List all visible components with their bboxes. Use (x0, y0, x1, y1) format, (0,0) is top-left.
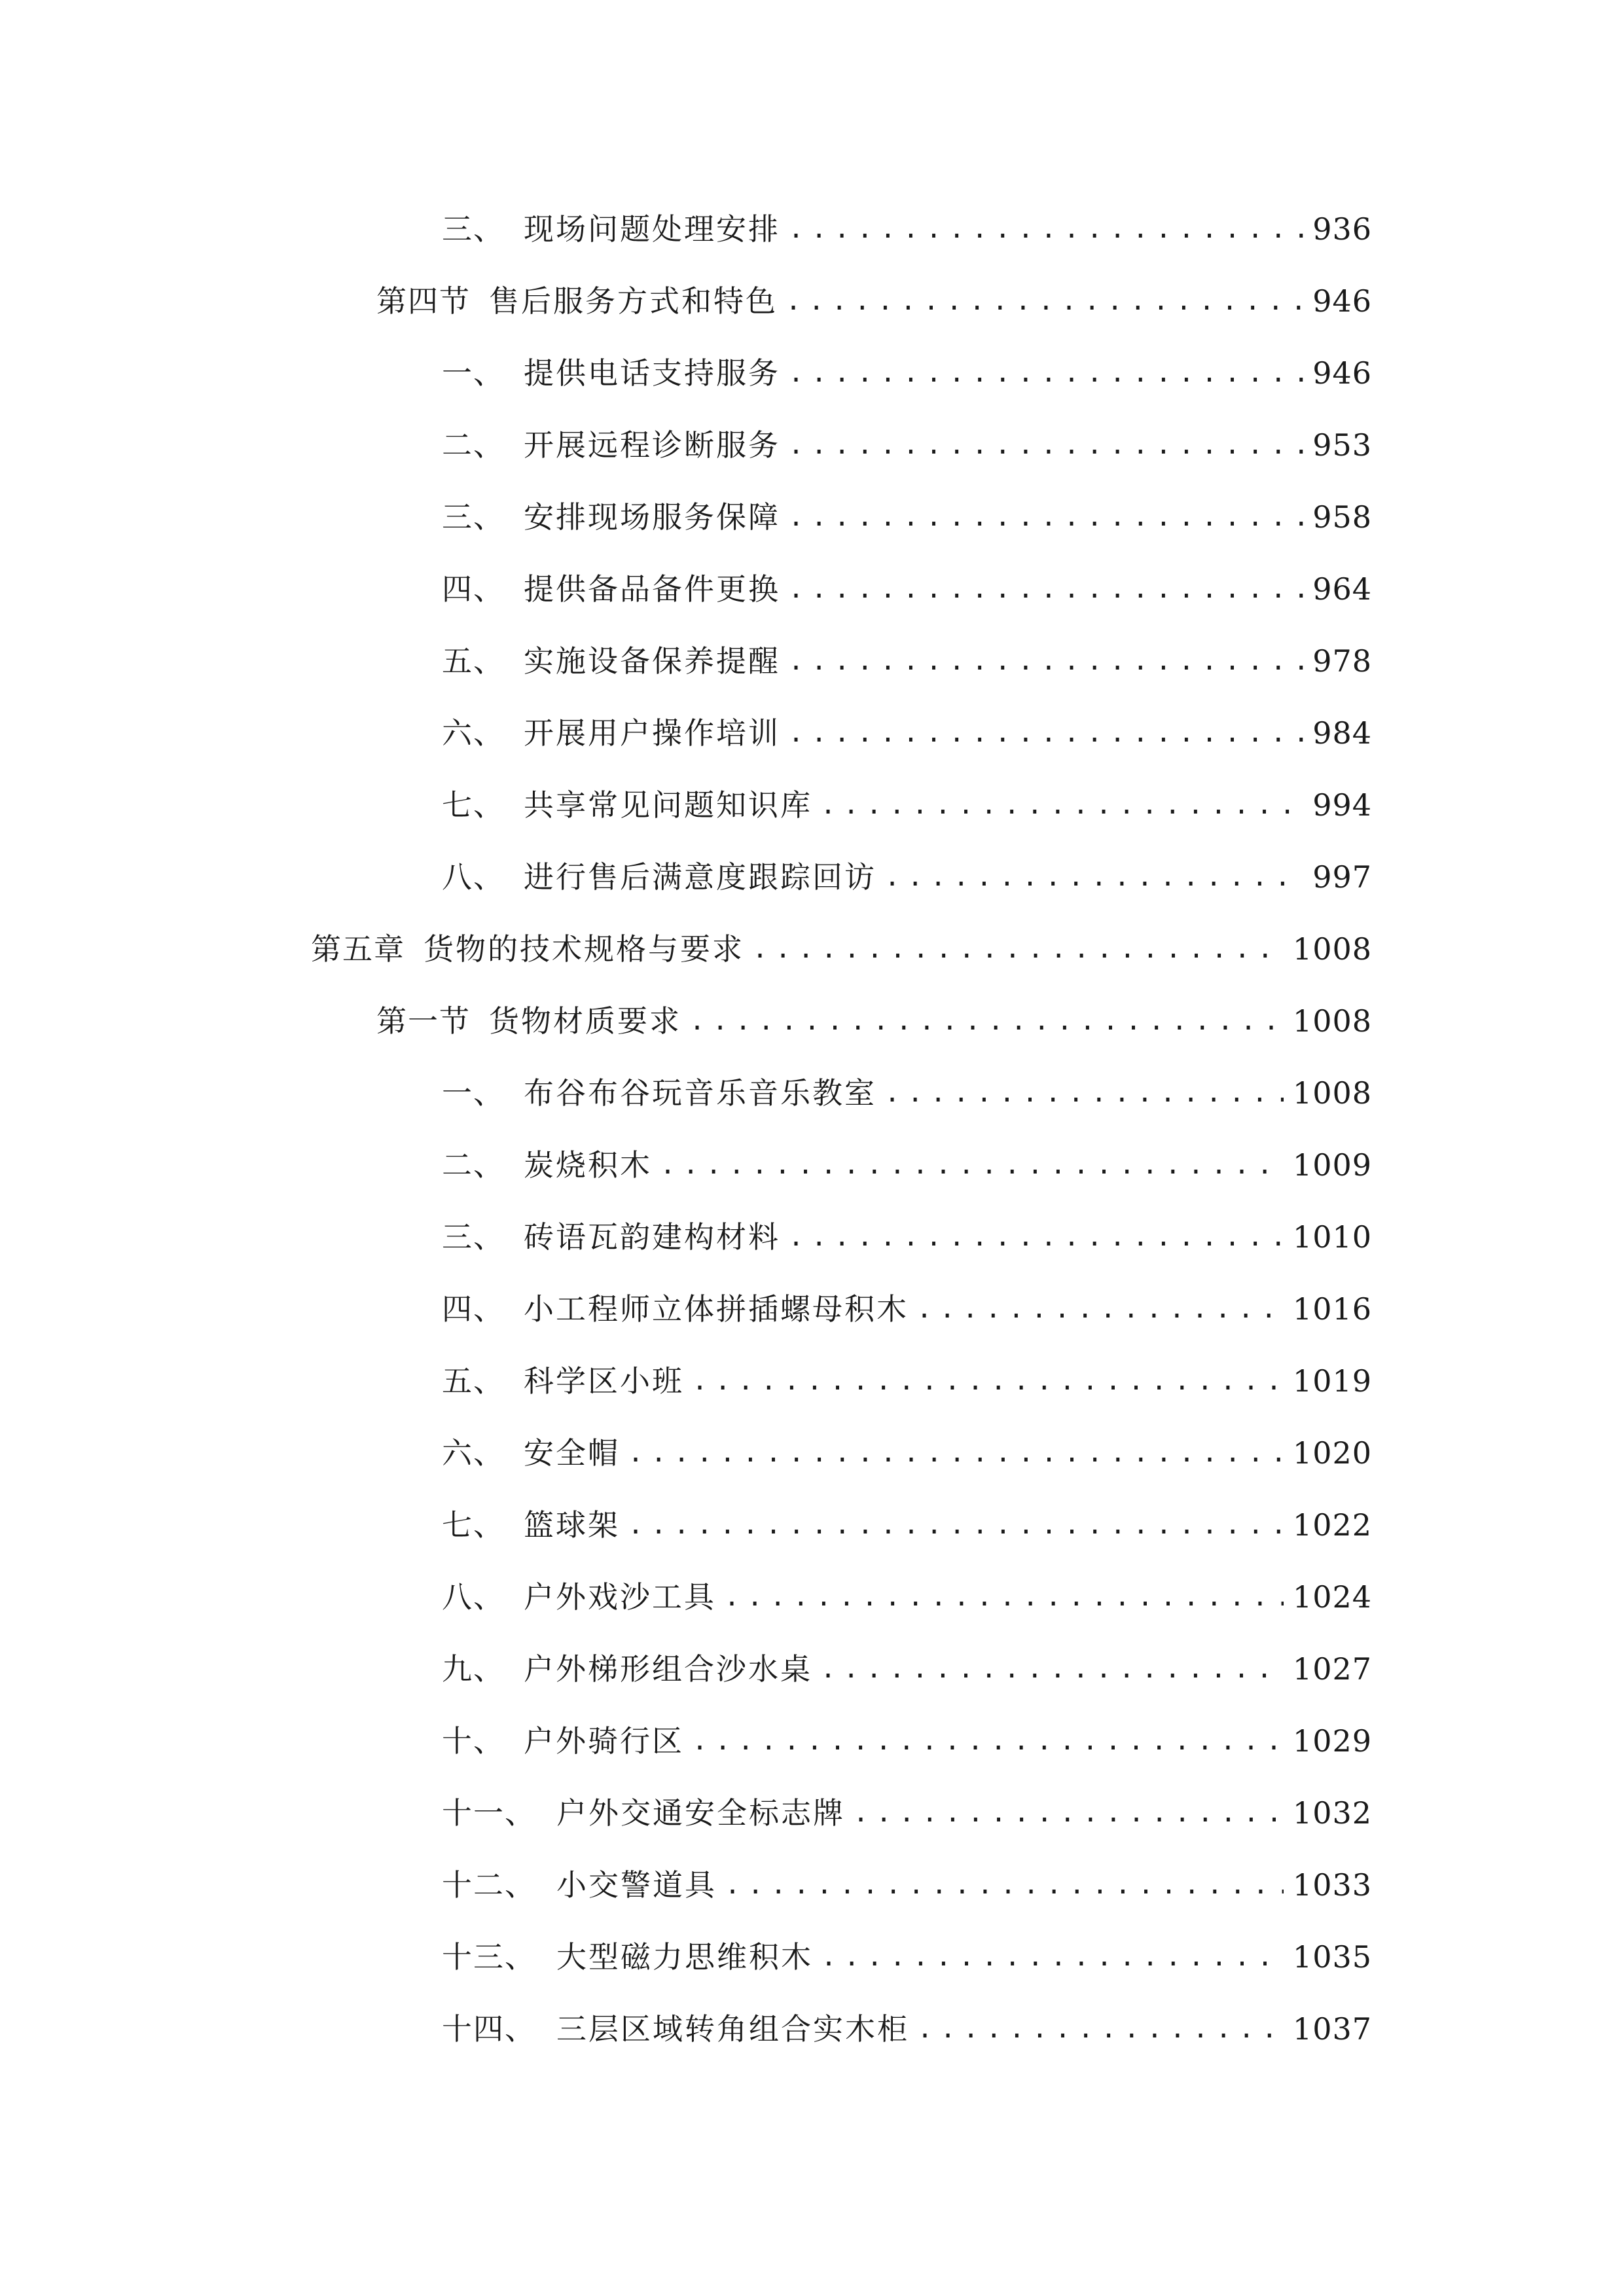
toc-entry[interactable] (0, 1057, 1624, 1129)
dot-leader (821, 1921, 1284, 1993)
toc-entry-title: 提供备品备件更换 (524, 571, 780, 607)
toc-entry-page: 1033 (1292, 1867, 1372, 1903)
toc-entry[interactable] (0, 553, 1624, 625)
toc-entry-page: 997 (1312, 859, 1372, 895)
toc-entry[interactable] (0, 769, 1624, 841)
dot-leader (788, 409, 1303, 481)
toc-entry-page: 1035 (1292, 1939, 1372, 1975)
toc-entry-number: 四、 (442, 1291, 505, 1327)
toc-entry-number: 八、 (442, 859, 505, 895)
toc-entry-number: 十、 (442, 1723, 505, 1759)
toc-entry[interactable] (0, 409, 1624, 481)
toc-entry-number: 九、 (442, 1651, 505, 1687)
dot-leader (917, 1993, 1284, 2065)
toc-entry-title: 布谷布谷玩音乐音乐教室 (524, 1075, 876, 1111)
dot-leader (689, 985, 1284, 1057)
dot-leader (820, 1633, 1284, 1705)
toc-entry-number: 第四节 (376, 283, 471, 319)
toc-entry-page: 1024 (1292, 1579, 1372, 1615)
dot-leader (884, 841, 1303, 913)
toc-entry-page: 1016 (1292, 1291, 1372, 1327)
toc-entry-title: 现场问题处理安排 (524, 211, 780, 247)
toc-entry[interactable] (0, 1273, 1624, 1345)
toc-entry-title: 货物的技术规格与要求 (424, 931, 744, 967)
toc-entry-title: 实施设备保养提醒 (524, 643, 780, 679)
toc-entry-title: 货物材质要求 (489, 1003, 681, 1039)
toc-entry-number: 七、 (442, 787, 505, 823)
toc-entry-page: 958 (1312, 499, 1372, 535)
dot-leader (724, 1561, 1284, 1633)
toc-entry[interactable] (0, 1633, 1624, 1705)
toc-entry[interactable] (0, 265, 1624, 337)
toc-entry-title: 户外梯形组合沙水桌 (524, 1651, 812, 1687)
toc-entry[interactable] (0, 1705, 1624, 1777)
toc-entry-number: 五、 (442, 1363, 505, 1399)
toc-entry-number: 三、 (442, 1219, 505, 1255)
toc-entry[interactable] (0, 1777, 1624, 1849)
toc-entry-number: 三、 (442, 499, 505, 535)
toc-entry[interactable] (0, 841, 1624, 913)
toc-entry[interactable] (0, 1993, 1624, 2065)
toc-entry-page: 1009 (1292, 1147, 1372, 1183)
toc-entry-page: 936 (1312, 211, 1372, 247)
toc-entry-page: 964 (1312, 571, 1372, 607)
toc-entry-number: 十二、 (442, 1867, 536, 1903)
toc-entry-number: 四、 (442, 571, 505, 607)
toc-entry[interactable] (0, 913, 1624, 985)
toc-entry-title: 提供电话支持服务 (524, 355, 780, 391)
toc-entry-page: 1022 (1292, 1507, 1372, 1543)
toc-entry[interactable] (0, 1561, 1624, 1633)
toc-entry-title: 进行售后满意度跟踪回访 (524, 859, 876, 895)
toc-entry[interactable] (0, 1489, 1624, 1561)
toc-entry-number: 六、 (442, 1435, 505, 1471)
toc-entry[interactable] (0, 985, 1624, 1057)
dot-leader (725, 1849, 1284, 1921)
toc-entry[interactable] (0, 193, 1624, 265)
toc-entry[interactable] (0, 1345, 1624, 1417)
dot-leader (788, 697, 1303, 769)
toc-entry-page: 1027 (1292, 1651, 1372, 1687)
toc-entry-title: 大型磁力思维积木 (556, 1939, 813, 1975)
toc-entry-title: 户外骑行区 (524, 1723, 684, 1759)
toc-entry-page: 984 (1312, 715, 1372, 751)
toc-entry[interactable] (0, 625, 1624, 697)
dot-leader (820, 769, 1303, 841)
toc-entry-page: 953 (1312, 427, 1372, 463)
toc-entry-page: 1032 (1292, 1795, 1372, 1831)
toc-entry-title: 共享常见问题知识库 (524, 787, 812, 823)
toc-entry-number: 五、 (442, 643, 505, 679)
toc-entry-number: 第五章 (311, 931, 405, 967)
dot-leader (752, 913, 1284, 985)
dot-leader (853, 1777, 1284, 1849)
toc-entry-title: 安排现场服务保障 (524, 499, 780, 535)
dot-leader (785, 265, 1303, 337)
toc-entry-page: 946 (1312, 283, 1372, 319)
toc-entry-title: 砖语瓦韵建构材料 (524, 1219, 780, 1255)
dot-leader (788, 337, 1303, 409)
toc-entry-number: 六、 (442, 715, 505, 751)
toc-entry-page: 1008 (1292, 931, 1372, 967)
toc-entry-page: 978 (1312, 643, 1372, 679)
toc-entry-number: 十三、 (442, 1939, 536, 1975)
toc-entry-title: 篮球架 (524, 1507, 620, 1543)
dot-leader (788, 553, 1303, 625)
toc-entry-page: 1037 (1292, 2011, 1372, 2047)
dot-leader (916, 1273, 1284, 1345)
toc-entry-title: 小工程师立体拼插螺母积木 (524, 1291, 909, 1327)
dot-leader (692, 1345, 1284, 1417)
toc-entry-number: 八、 (442, 1579, 505, 1615)
dot-leader (628, 1489, 1284, 1561)
toc-entry-title: 安全帽 (524, 1435, 620, 1471)
dot-leader (788, 1201, 1284, 1273)
toc-entry[interactable] (0, 337, 1624, 409)
toc-entry-title: 科学区小班 (524, 1363, 684, 1399)
toc-entry-page: 1008 (1292, 1003, 1372, 1039)
toc-entry-title: 户外戏沙工具 (524, 1579, 716, 1615)
toc-entry-title: 三层区域转角组合实木柜 (556, 2011, 909, 2047)
toc-entry[interactable] (0, 481, 1624, 553)
toc-entry[interactable] (0, 1129, 1624, 1201)
toc-entry[interactable] (0, 1201, 1624, 1273)
toc-entry-title: 户外交通安全标志牌 (556, 1795, 845, 1831)
toc-entry-title: 开展远程诊断服务 (524, 427, 780, 463)
toc-entry-page: 1020 (1292, 1435, 1372, 1471)
dot-leader (884, 1057, 1284, 1129)
toc-entry-number: 二、 (442, 427, 505, 463)
dot-leader (788, 481, 1303, 553)
dot-leader (660, 1129, 1284, 1201)
toc-entry-page: 994 (1312, 787, 1372, 823)
toc-entry[interactable] (0, 1921, 1624, 1993)
toc-entry-title: 小交警道具 (556, 1867, 717, 1903)
toc-entry-number: 二、 (442, 1147, 505, 1183)
toc-entry-number: 一、 (442, 355, 505, 391)
dot-leader (788, 625, 1303, 697)
toc-entry-page: 1010 (1292, 1219, 1372, 1255)
toc-entry-page: 1008 (1292, 1075, 1372, 1111)
toc-entry-page: 1019 (1292, 1363, 1372, 1399)
toc-entry-number: 十四、 (442, 2011, 536, 2047)
toc-entry-number: 三、 (442, 211, 505, 247)
toc-entry-page: 1029 (1292, 1723, 1372, 1759)
toc-entry[interactable] (0, 1849, 1624, 1921)
dot-leader (788, 193, 1303, 265)
toc-entry-title: 炭烧积木 (524, 1147, 652, 1183)
toc-entry[interactable] (0, 1417, 1624, 1489)
toc-entry-number: 第一节 (376, 1003, 471, 1039)
toc-entry-title: 开展用户操作培训 (524, 715, 780, 751)
toc-entry-title: 售后服务方式和特色 (489, 283, 778, 319)
toc-entry-number: 七、 (442, 1507, 505, 1543)
toc-entry[interactable] (0, 697, 1624, 769)
dot-leader (628, 1417, 1284, 1489)
dot-leader (692, 1705, 1284, 1777)
toc-entry-number: 一、 (442, 1075, 505, 1111)
toc-entry-number: 十一、 (442, 1795, 536, 1831)
toc-entry-page: 946 (1312, 355, 1372, 391)
